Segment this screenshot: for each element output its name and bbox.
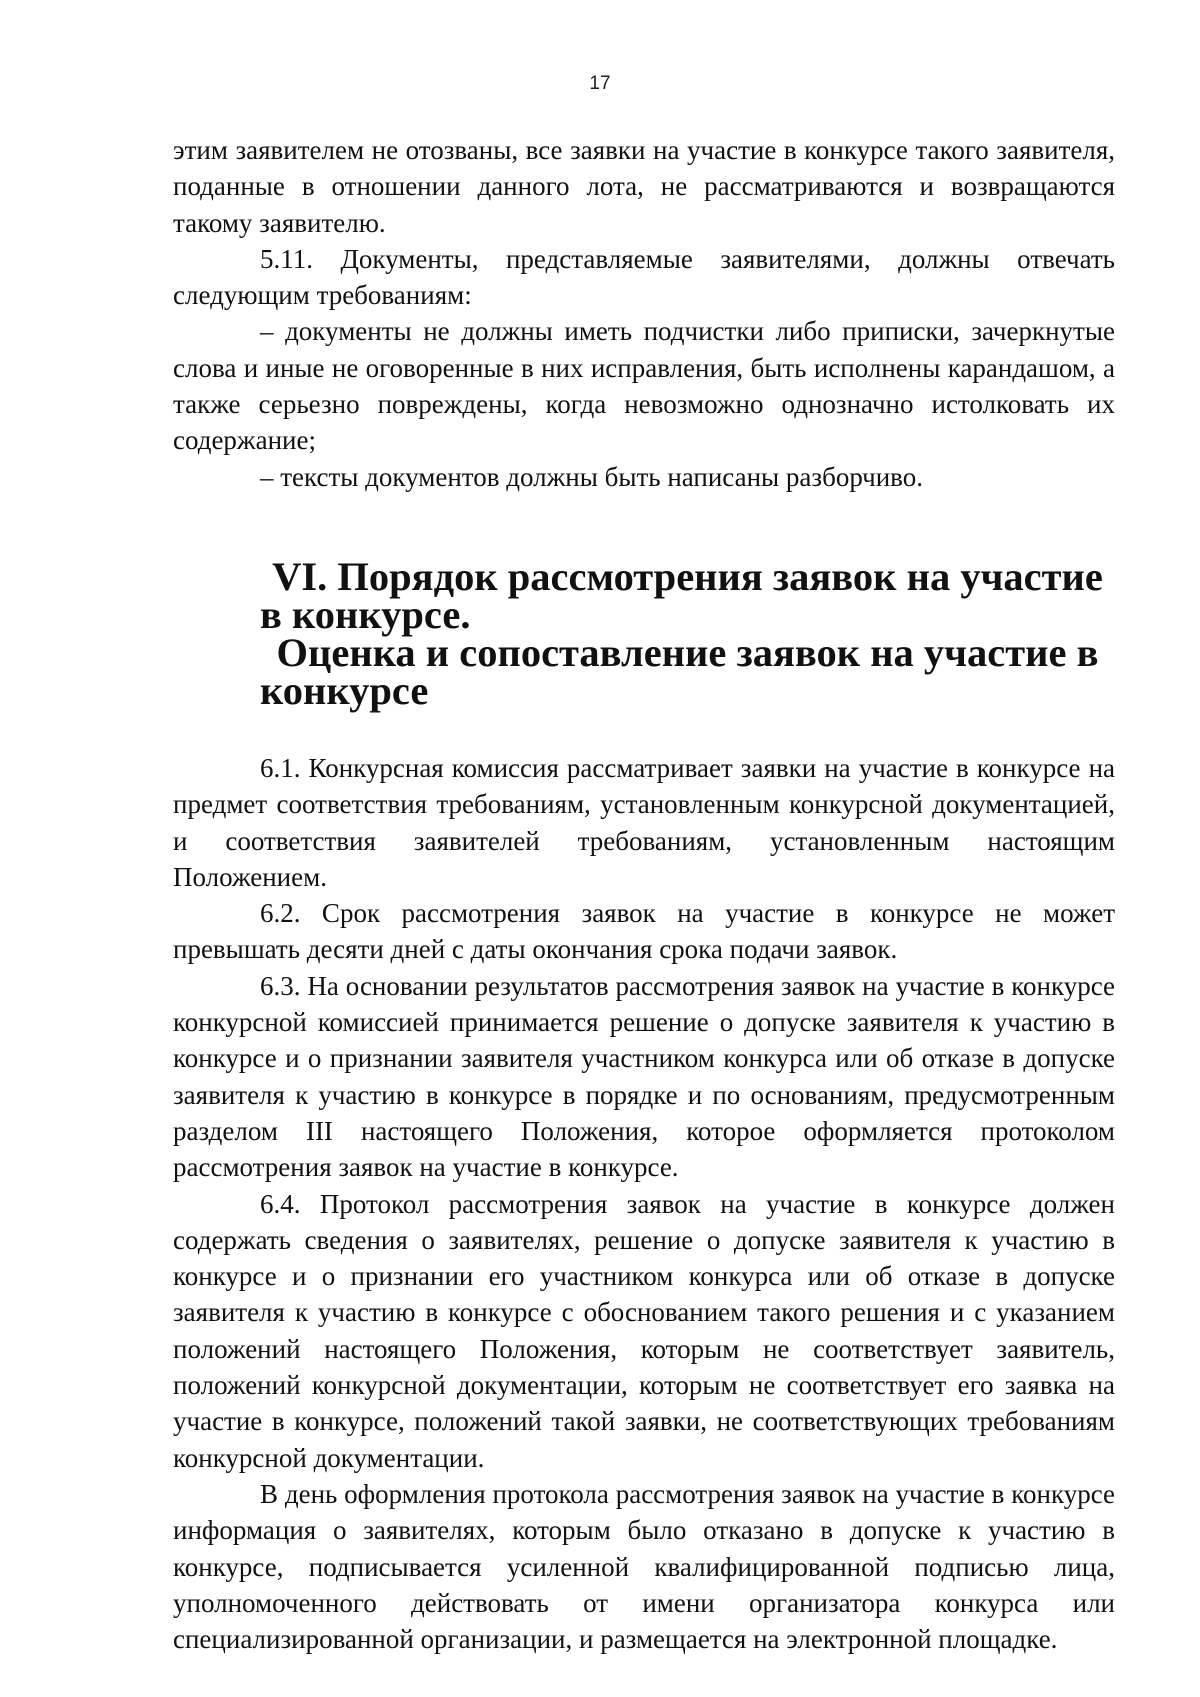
paragraph-6-1: 6.1. Конкурсная комиссия рассматривает заявки на участие в конкурсе на предмет соответствия требованиям, установленным конкурсной документацией, и соответствия заявителей требованиям, установленным настоящим Положением. [173,752,1115,892]
paragraph-continuation: этим заявителем не отозваны, все заявки на участие в конкурсе такого заявителя, поданные в отношении данного лота, не рассматриваются и возвращаются такому заявителю. [173,135,1115,238]
section-heading-line-1: VI. Порядок рассмотрения заявок на участие в конкурсе. [260,553,1103,637]
paragraph-5-11: 5.11. Документы, представляемые заявителями, должны отвечать следующим требованиям: [173,243,1115,311]
paragraph-6-2: 6.2. Срок рассмотрения заявок на участие в конкурсе не может превышать десяти дней с даты окончания срока подачи заявок. [173,898,1115,965]
paragraph-protocol-day: В день оформления протокола рассмотрения заявок на участие в конкурсе информация о заявителях, которым было отказано в допуске к участию в конкурсе, подписывается усиленной квалифицированной подписью лица, уполномоченного действовать от имени организатора конкурса или специализированной организации, и размещается на электронной площадке. [173,1478,1115,1655]
section-heading-line-2: Оценка и сопоставление заявок на участие в конкурсе [260,629,1099,713]
list-item-requirement-1: – документы не должны иметь подчистки либо приписки, зачеркнутые слова и иные не оговоренные в них исправления, быть исполнены карандашом, а также серьезно повреждены, когда невозможно однозначно истолковать их содержание; [173,316,1115,456]
section-heading [173,553,1115,713]
paragraph-6-4: 6.4. Протокол рассмотрения заявок на участие в конкурсе должен содержать сведения о заявителях, решение о допуске заявителя к участию в конкурсе и о признании его участником конкурса или об отказе в допуске заявителя к участию в конкурсе с обоснованием такого решения и с указанием положений настоящего Положения, которым не соответствует заявитель, положений конкурсной документации, которым не соответствует его заявка на участие в конкурсе, положений такой заявки, не соответствующих требованиям конкурсной документации. [173,1188,1115,1473]
list-item-requirement-2: – тексты документов должны быть написаны разборчиво. [260,461,923,492]
page-number: 17 [589,73,611,94]
document-body [173,132,1115,1657]
paragraph-6-3: 6.3. На основании результатов рассмотрения заявок на участие в конкурсе конкурсной комиссией принимается решение о допуске заявителя к участию в конкурсе и о признании заявителя участником конкурса или об отказе в допуске заявителя к участию в конкурсе в порядке и по основаниям, предусмотренным разделом III настоящего Положения, которое оформляется протоколом рассмотрения заявок на участие в конкурсе. [173,970,1115,1183]
